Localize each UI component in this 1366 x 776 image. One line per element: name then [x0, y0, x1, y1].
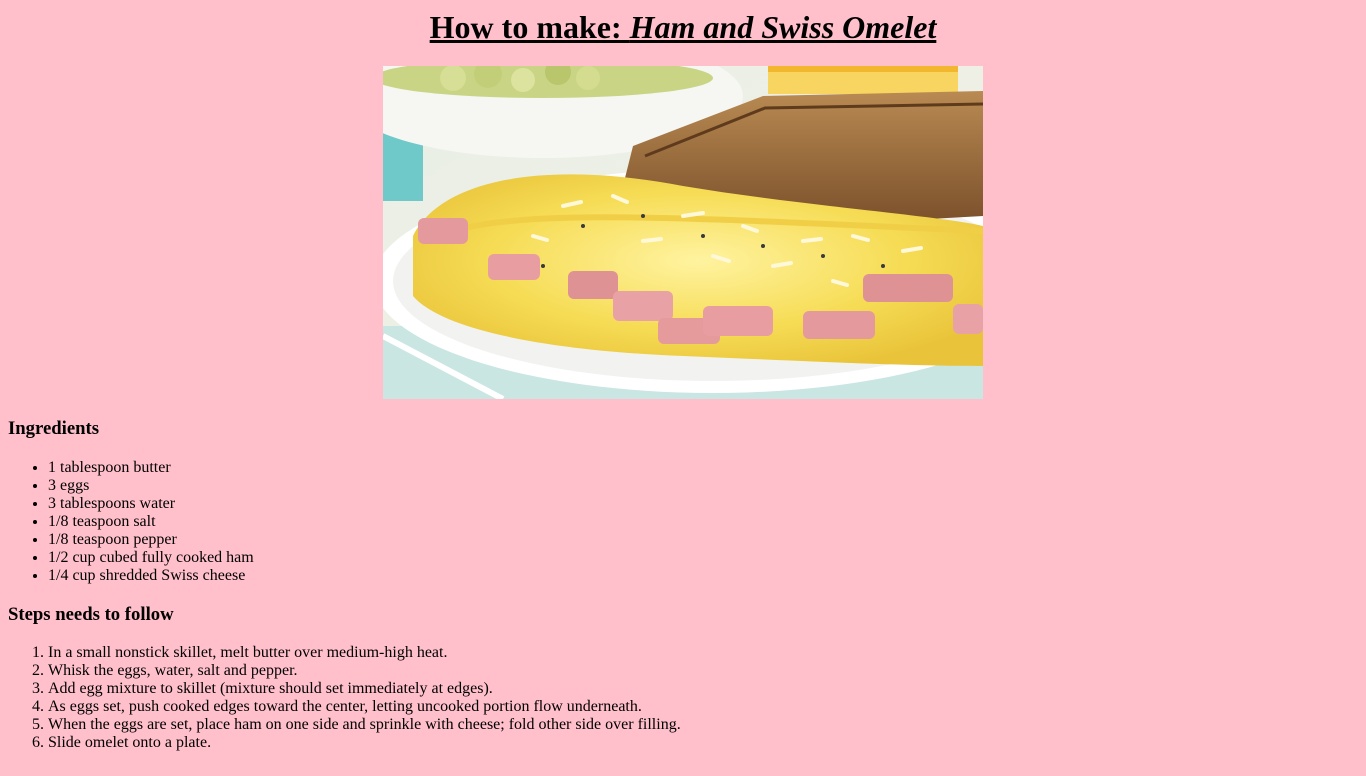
list-item: • 1/8 teaspoon salt — [48, 513, 254, 531]
step-item: 5. When the eggs are set, place ham on one side and sprinkle with cheese; fold other side over filling. — [48, 716, 681, 734]
ingredients-list — [8, 459, 254, 585]
page-title — [0, 8, 1366, 46]
list-item: • 1/4 cup shredded Swiss cheese — [48, 567, 254, 585]
steps-heading: Steps needs to follow — [8, 604, 174, 625]
list-item: • 1/8 teaspoon pepper — [48, 531, 254, 549]
list-item: • 3 tablespoons water — [48, 495, 254, 513]
ingredients-heading: Ingredients — [8, 418, 100, 439]
step-item: 4. As eggs set, push cooked edges toward the center, letting uncooked portion flow underneath. — [48, 698, 681, 716]
title-prefix: How to make: — [429, 9, 630, 45]
list-item: • 3 eggs — [48, 477, 254, 495]
steps-list — [8, 644, 681, 752]
step-item: 6. Slide omelet onto a plate. — [48, 734, 681, 752]
title-dish-name: Ham and Swiss Omelet — [629, 9, 937, 45]
step-item: 3. Add egg mixture to skillet (mixture should set immediately at edges). — [48, 680, 681, 698]
list-item: • 1/2 cup cubed fully cooked ham — [48, 549, 254, 567]
step-item: 2. Whisk the eggs, water, salt and pepper. — [48, 662, 681, 680]
step-item: 1. In a small nonstick skillet, melt butter over medium-high heat. — [48, 644, 681, 662]
omelet-photo — [383, 66, 983, 399]
list-item: • 1 tablespoon butter — [48, 459, 254, 477]
